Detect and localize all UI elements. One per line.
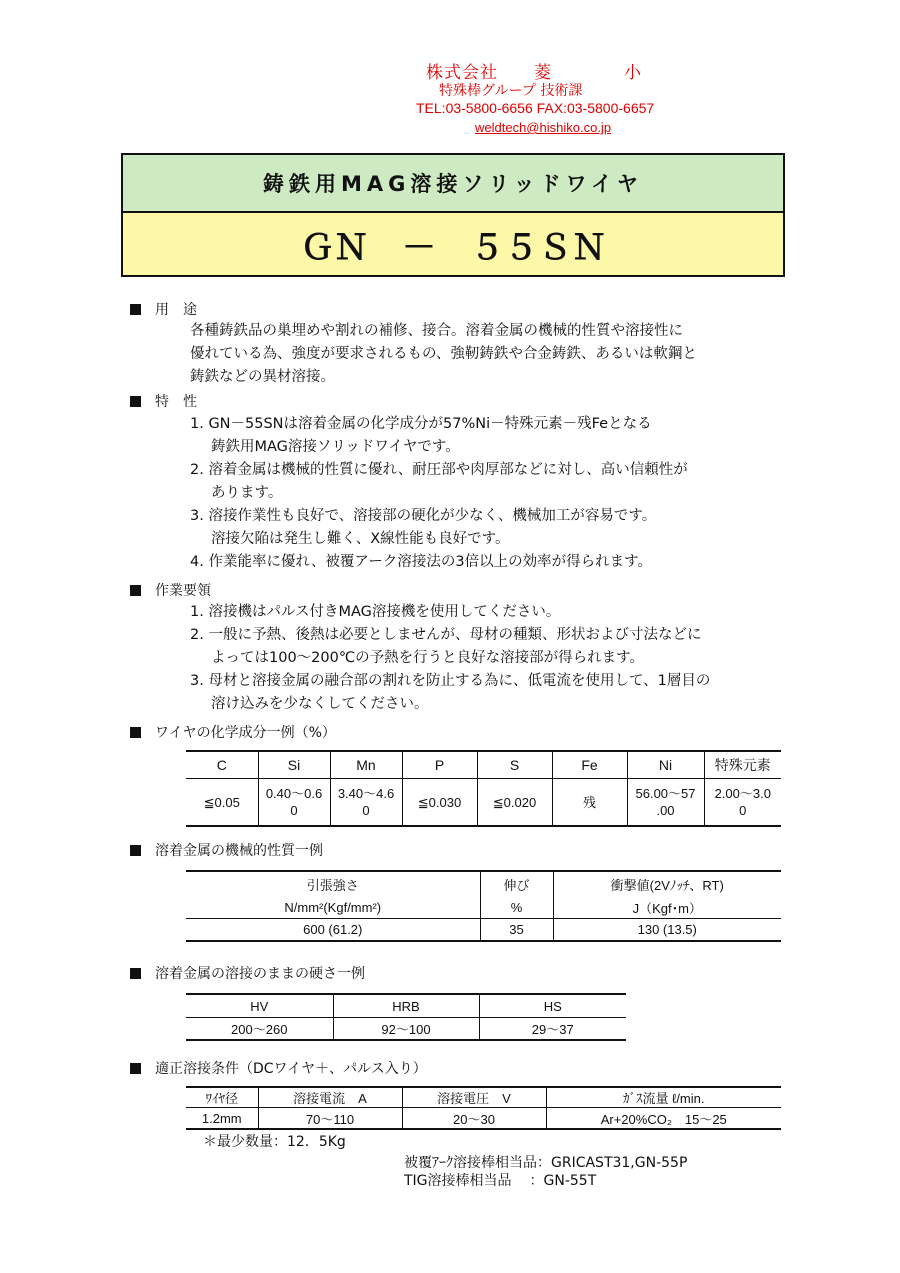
- table-header-row: [186, 896, 781, 919]
- table-cell: 3.40～4.6 0: [330, 779, 402, 827]
- title-box: [121, 153, 785, 277]
- table-cell: 56.00～57 .00: [627, 779, 704, 827]
- hardness-table: [186, 993, 626, 1041]
- table-cell: 200～260: [186, 1018, 333, 1041]
- table-header-cell: ﾜｲﾔ径: [186, 1087, 258, 1108]
- section-heading-procedure: 作業要領: [130, 580, 211, 600]
- table-header-cell: S: [477, 751, 552, 779]
- table-header-cell: J（Kgf･m）: [553, 896, 781, 919]
- section-heading-conditions: 適正溶接条件（DCワイヤ＋、パルス入り）: [130, 1058, 427, 1078]
- table-cell: 0.40～0.6 0: [258, 779, 330, 827]
- equivalent-covered-electrode: [404, 1152, 687, 1172]
- table-header-cell: Ni: [627, 751, 704, 779]
- table-cell: 2.00～3.0 0: [704, 779, 781, 827]
- square-bullet-icon: [130, 727, 141, 738]
- table-row: [186, 779, 781, 827]
- table-row: [186, 919, 781, 942]
- table-cell: Ar+20%CO₂ 15～25: [546, 1108, 781, 1130]
- equivalent-tig-rod: [404, 1170, 596, 1190]
- table-header-cell: Si: [258, 751, 330, 779]
- equivalent-value: GRICAST31,GN-55P: [551, 1155, 688, 1171]
- table-header-row: [186, 994, 626, 1018]
- square-bullet-icon: [130, 396, 141, 407]
- section-heading-chemical: ワイヤの化学成分一例（%）: [130, 722, 336, 742]
- equivalent-label: TIG溶接棒相当品: [404, 1173, 512, 1189]
- square-bullet-icon: [130, 585, 141, 596]
- table-cell: 70～110: [258, 1108, 402, 1130]
- table-cell: 92～100: [333, 1018, 479, 1041]
- table-header-row: [186, 871, 781, 896]
- table-cell: ≦0.030: [402, 779, 477, 827]
- table-cell: 29～37: [479, 1018, 626, 1041]
- product-name: ＧＮ － ５５ＳＮ: [123, 213, 783, 275]
- section-heading-hardness: 溶着金属の溶接のままの硬さ一例: [130, 963, 365, 983]
- product-subtitle: 鋳鉄用MAG溶接ソリッドワイヤ: [123, 155, 783, 213]
- table-header-cell: HV: [186, 994, 333, 1018]
- table-header-cell: Fe: [552, 751, 627, 779]
- use-text: 各種鋳鉄品の巣埋めや割れの補修、接合。溶着金属の機械的性質や溶接性に 優れている為、強度が要求されるもの、強靭鋳鉄や合金鋳鉄、あるいは軟鋼と 鋳鉄などの異材溶接。: [190, 323, 697, 385]
- table-header-cell: 伸び: [480, 871, 553, 896]
- table-cell: ≦0.020: [477, 779, 552, 827]
- square-bullet-icon: [130, 304, 141, 315]
- square-bullet-icon: [130, 968, 141, 979]
- table-cell: 35: [480, 919, 553, 942]
- table-cell: 残: [552, 779, 627, 827]
- table-row: [186, 1108, 781, 1130]
- table-header-cell: %: [480, 896, 553, 919]
- table-cell: 600 (61.2): [186, 919, 480, 942]
- minimum-quantity: ＊最少数量：12．5Kg: [203, 1134, 346, 1150]
- table-header-cell: C: [186, 751, 258, 779]
- table-cell: 1.2mm: [186, 1108, 258, 1130]
- table-header-cell: 溶接電圧 V: [402, 1087, 546, 1108]
- contact-email-link[interactable]: weldtech@hishiko.co.jp: [475, 120, 612, 135]
- section-heading-use: 用 途: [130, 299, 197, 319]
- procedure-text: 1. 溶接機はパルス付きMAG溶接機を使用してください。 2. 一般に予熱、後熱は必要としませんが、母材の種類、形状および寸法などに よっては100～200℃の予熱を行うと良好な溶接部が得られます。 3. 母材と溶接金属の融合部の割れを防止する為に、低電流を使用して、1層目の 溶け込みを少なくしてください。: [190, 604, 711, 712]
- table-header-cell: ｶﾞｽ流量 ℓ/min.: [546, 1087, 781, 1108]
- table-header-row: [186, 751, 781, 779]
- table-header-row: [186, 1087, 781, 1108]
- company-name: 株式会社 菱 小: [426, 63, 642, 83]
- table-header-cell: 溶接電流 A: [258, 1087, 402, 1108]
- table-row: [186, 1018, 626, 1041]
- square-bullet-icon: [130, 845, 141, 856]
- contact-phone-fax: TEL:03-5800-6656 FAX:03-5800-6657: [416, 100, 655, 116]
- table-header-cell: 引張強さ: [186, 871, 480, 896]
- features-text: 1. GN－55SNは溶着金属の化学成分が57%Ni－特殊元素－残Feとなる 鋳鉄用MAG溶接ソリッドワイヤです。 2. 溶着金属は機械的性質に優れ、耐圧部や肉厚部などに対し、高い信頼性が あります。 3. 溶接作業性も良好で、溶接部の硬化が少なく、機械加工が容易です。 溶接欠陥は発生し難く、X線性能も良好です。 4. 作業能率に優れ、被覆アーク溶接法の3倍以上の効率が得られます。: [190, 416, 688, 570]
- table-header-cell: 衝撃値(2Vﾉｯﾁ、RT): [553, 871, 781, 896]
- chemical-composition-table: [186, 750, 781, 827]
- table-header-cell: P: [402, 751, 477, 779]
- table-header-cell: HS: [479, 994, 626, 1018]
- table-cell: 130 (13.5): [553, 919, 781, 942]
- table-cell: ≦0.05: [186, 779, 258, 827]
- table-header-cell: HRB: [333, 994, 479, 1018]
- section-heading-mechanical: 溶着金属の機械的性質一例: [130, 840, 323, 860]
- table-cell: 20～30: [402, 1108, 546, 1130]
- table-header-cell: Mn: [330, 751, 402, 779]
- table-header-cell: 特殊元素: [704, 751, 781, 779]
- equivalent-label: 被覆ｱｰｸ溶接棒相当品：: [404, 1155, 551, 1171]
- department: 特殊棒グループ 技術課: [439, 83, 583, 99]
- section-heading-features: 特 性: [130, 391, 197, 411]
- mechanical-properties-table: [186, 870, 781, 942]
- equivalent-value: ：GN-55T: [529, 1173, 597, 1189]
- square-bullet-icon: [130, 1063, 141, 1074]
- welding-conditions-table: [186, 1086, 781, 1130]
- table-header-cell: N/mm²(Kgf/mm²): [186, 896, 480, 919]
